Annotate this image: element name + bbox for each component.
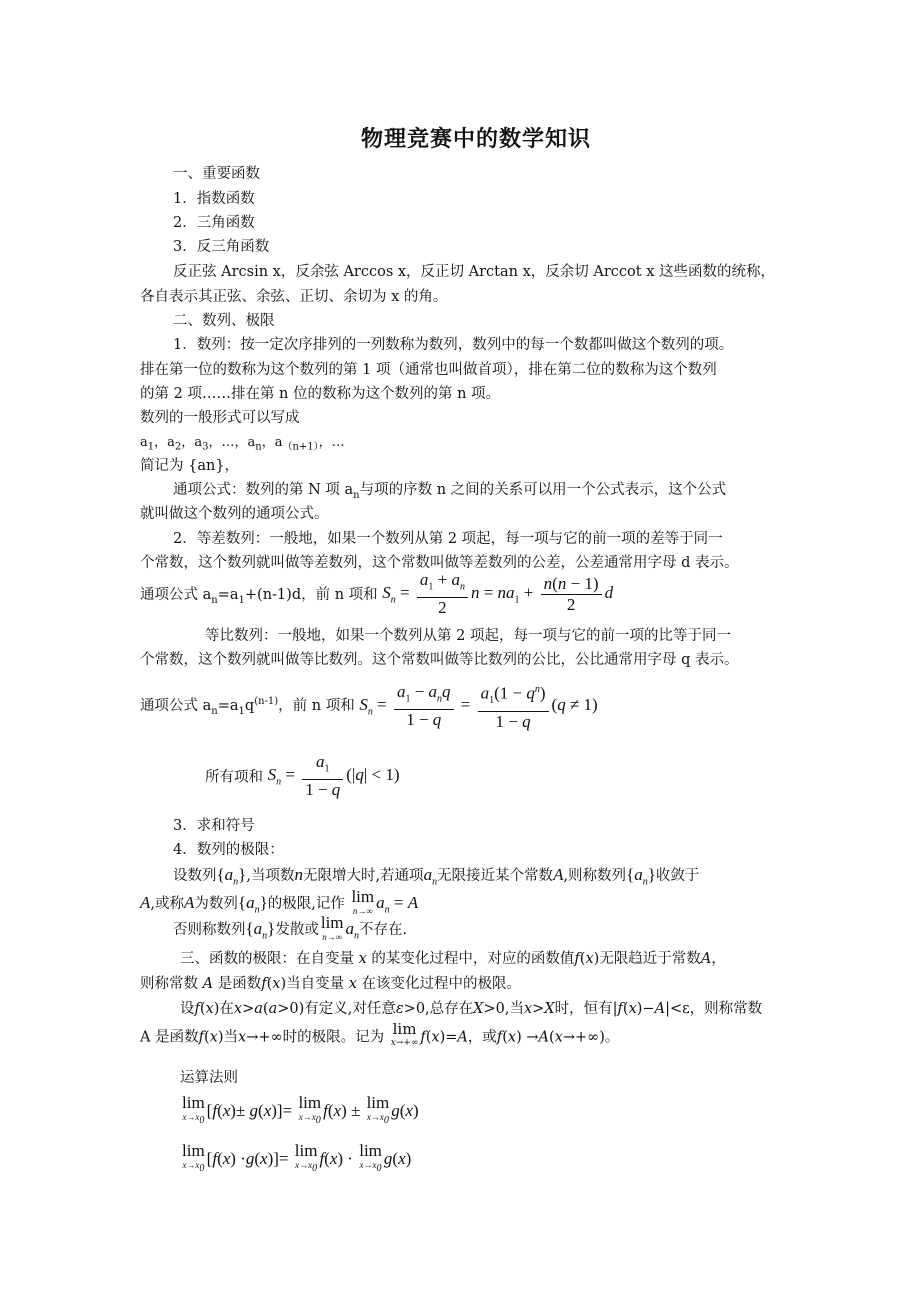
paragraph-line: 就叫做这个数列的通项公式。 <box>140 506 329 522</box>
page-title: 物理竞赛中的数学知识 <box>361 127 592 152</box>
item-inverse-trig: 3．反三角函数 <box>173 239 270 255</box>
seq-a1: $a_1$ <box>140 435 155 453</box>
item-trig: 2．三角函数 <box>173 215 255 231</box>
paragraph-line: 2．等差数列：一般地，如果一个数列从第 2 项起，每一项与它的前一项的差等于同一 <box>173 531 723 547</box>
infinite-sum-formula: 所有项和 $S_n$ = $\frac{a_1}{1 - q}$ (|q| < 1) <box>205 752 400 800</box>
general-term-line: 通项公式：数列的第 N 项 $a_n$与项的序数 n 之间的关系可以用一个公式表示，这个公式 <box>173 482 727 501</box>
item-exponential: 1．指数函数 <box>173 191 255 207</box>
section-1-heading: 一、重要函数 <box>173 166 260 182</box>
section-2-heading: 二、数列、极限 <box>173 313 275 329</box>
seq-a2: $a_2$ <box>167 435 182 453</box>
paragraph-line: 个常数，这个数列就叫做等差数列，这个常数叫做等差数列的公差，公差通常用字母 d 表示。 <box>140 555 739 571</box>
item-sequence-limit: 4．数列的极限： <box>173 842 284 858</box>
paragraph-line: 各自表示其正弦、余弦、正切、余切为 x 的角。 <box>140 289 448 305</box>
limit-definition-line-1: 设数列$\{a_n\}$,当项数n无限增大时,若通项$a_n$无限接近某个常数A,则称数列$\{a_n\}$收敛于 <box>173 865 700 888</box>
item-sum-symbol: 3．求和符号 <box>173 818 255 834</box>
geometric-formula: 通项公式 $a_n=a_1q^{(n-1)}$，前 n 项和 $S_n$ = $\frac{a_1 - a_nq}{1 - q}$ = $\frac{a_1(1 - q^n)}{1 - q}$ (q ≠ 1) <box>140 681 598 732</box>
function-limit-def-2: A 是函数f(x)当x→+∞时的极限。记为 lim x→+∞ f(x)=A，或f(x) →A(x→+∞)。 <box>140 1020 620 1048</box>
paragraph-line: 个常数，这个数列就叫做等比数列。这个常数叫做等比数列的公比，公比通常用字母 q 表示。 <box>140 652 739 668</box>
rules-title: 运算法则 <box>180 1070 238 1086</box>
geometric-sum-formula: $S_n$ = $\frac{a_1 - a_nq}{1 - q}$ = $\frac{a_1(1 - q^n)}{1 - q}$ (q ≠ 1) <box>359 681 598 732</box>
paragraph-line: 等比数列：一般地，如果一个数列从第 2 项起，每一项与它的前一项的比等于同一 <box>205 628 731 644</box>
paragraph-line: 排在第一位的数称为这个数列的第 1 项（通常也叫做首项），排在第二位的数称为这个数列 <box>140 362 717 378</box>
seq-an1: $a_{(n+1)}$ <box>274 435 319 453</box>
paragraph-line: 反正弦 Arcsin x，反余弦 Arccos x，反正切 Arctan x，反余切 Arccot x 这些函数的统称， <box>173 264 775 280</box>
function-limit-def-1: 设f(x)在x>a(a>0)有定义,对任意ε>0,总存在X>0,当x>X时，恒有|f(x)−A|<ε，则称常数 <box>180 1001 763 1017</box>
seq-an: $a_n$ <box>247 435 262 453</box>
paragraph-line: 简记为 {an}， <box>140 458 240 474</box>
limit-rule-sum: lim $x\to x_0$ [f(x)± g(x)]= lim $x\to x_0$ f(x) ± lim $x\to x_0$ g(x) <box>182 1093 419 1126</box>
limit-definition-line-3: 否则称数列$\{a_n\}$发散或 lim n→∞ $a_n$不存在. <box>173 913 408 942</box>
paragraph-line: 的第 2 项……排在第 n 位的数称为这个数列的第 n 项。 <box>140 386 501 402</box>
arithmetic-sum-formula: $S_n$ = $\frac{a_1 + a_n}{2}$ $n = na_1$ + $\frac{n(n - 1)}{2}$ d <box>382 570 614 618</box>
seq-a3: $a_3$ <box>194 435 209 453</box>
seq-dots: ，… <box>318 435 345 450</box>
section-3-line-1: 三、函数的极限：在自变量 x 的某变化过程中，对应的函数值f(x)无限趋近于常数A， <box>180 951 726 967</box>
section-3-line-2: 则称常数 A 是函数f(x)当自变量 x 在该变化过程中的极限。 <box>140 976 522 992</box>
arithmetic-formula: 通项公式 $a_n=a_1+(n-1)d$，前 n 项和 $S_n$ = $\frac{a_1 + a_n}{2}$ $n = na_1$ + $\frac{n(n - 1)}{2}$ d <box>140 570 614 618</box>
limit-definition-line-2: A,或称A为数列$\{a_n\}$的极限,记作 lim n→∞ $a_n = A$ <box>140 887 419 916</box>
paragraph-line: 数列的一般形式可以写成 <box>140 410 300 426</box>
sequence-general-form: $a_1$，$a_2$，$a_3$，…，$a_n$，$a_{(n+1)}$，… <box>140 435 345 453</box>
paragraph-line: 1．数列：按一定次序排列的一列数称为数列，数列中的每一个数都叫做这个数列的项。 <box>173 337 734 353</box>
limit-rule-product: lim $x\to x_0$ [f(x) ·g(x)]= lim $x\to x_0$ f(x) · lim $x\to x_0$ g(x) <box>182 1141 412 1174</box>
